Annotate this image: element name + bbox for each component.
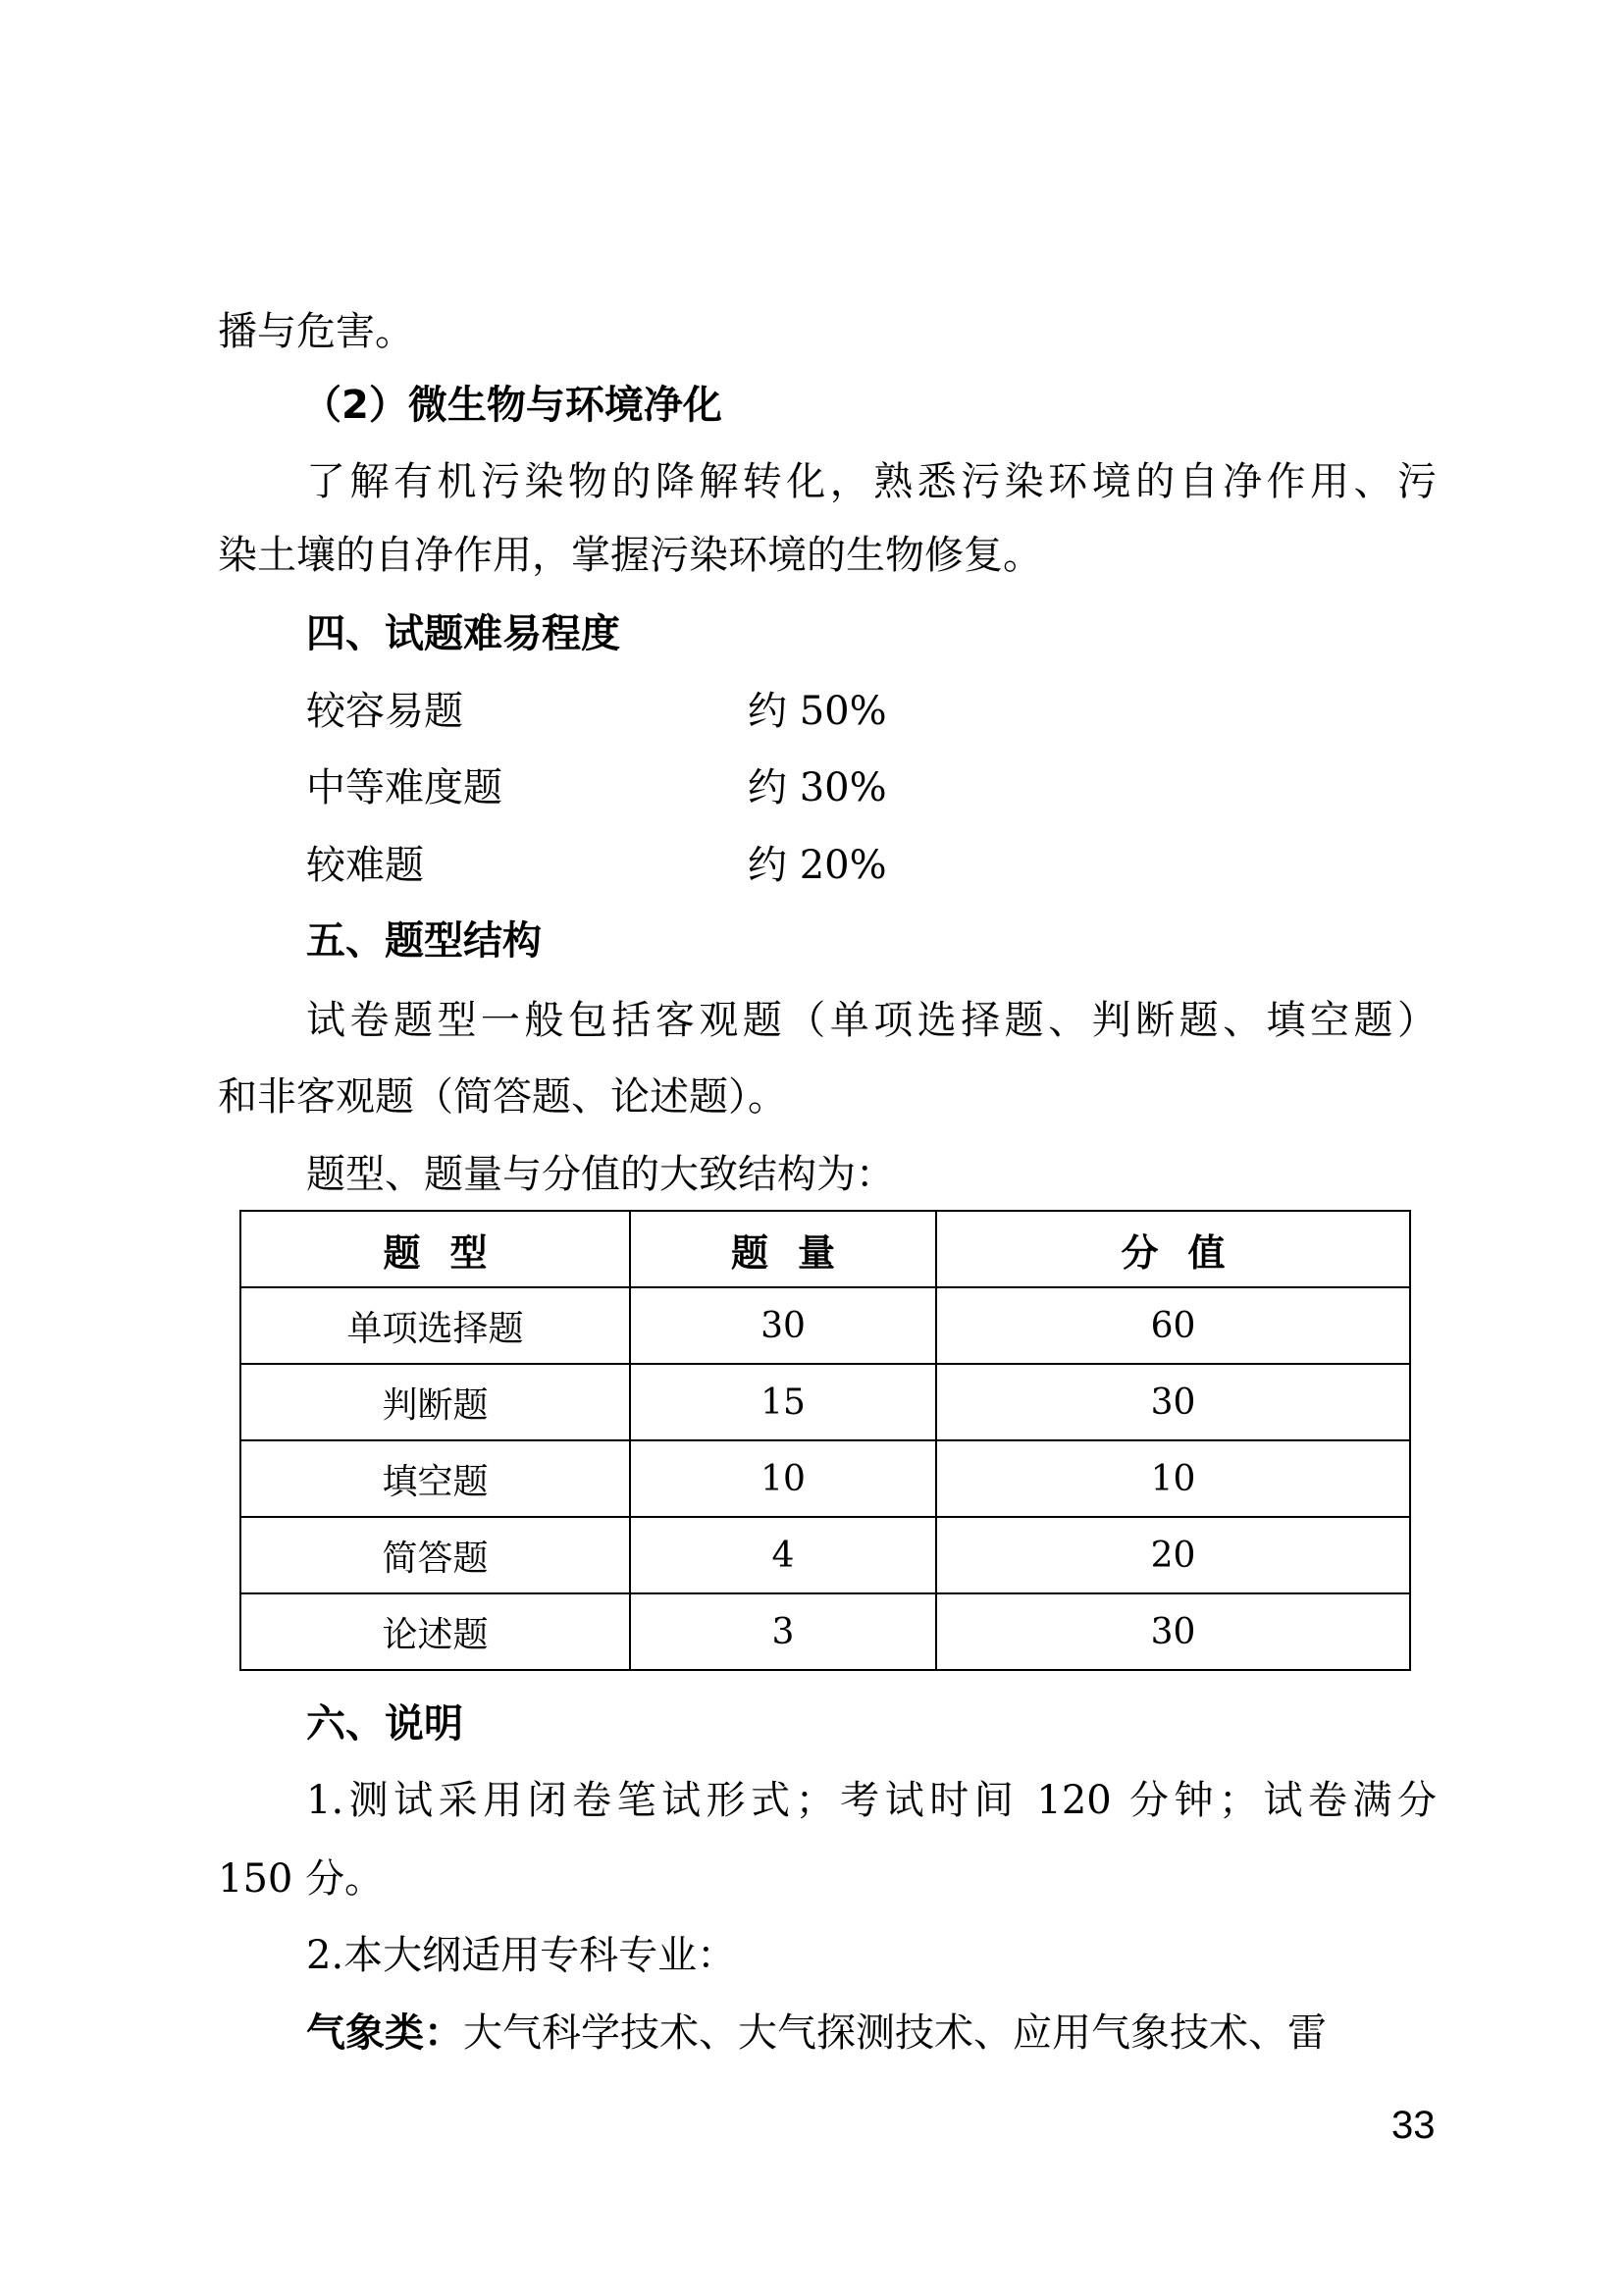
table-cell: 单项选择题: [240, 1287, 630, 1364]
table-row: [240, 1364, 1410, 1440]
table-cell: 论述题: [240, 1593, 630, 1670]
category-label: 气象类：: [306, 2010, 463, 2056]
table-header-cell: 分值: [936, 1211, 1410, 1287]
table-cell: 30: [936, 1593, 1410, 1670]
table-cell: 4: [630, 1517, 936, 1593]
difficulty-label: 中等难度题: [306, 765, 502, 810]
table-cell: 10: [936, 1440, 1410, 1517]
table-cell: 简答题: [240, 1517, 630, 1593]
page-number: 33: [1391, 2104, 1436, 2147]
paragraph-line: 2.本大纲适用专科专业：: [306, 1933, 737, 1978]
difficulty-value: 约 20%: [748, 843, 887, 888]
paragraph-line: [306, 2008, 1437, 2059]
section-heading: 五、题型结构: [306, 918, 542, 964]
table-cell: 60: [936, 1287, 1410, 1364]
section-heading: 六、说明: [306, 1701, 463, 1747]
paragraph-line: 题型、题量与分值的大致结构为：: [306, 1152, 895, 1197]
section-subheading: （2）微生物与环境净化: [302, 383, 722, 428]
section-heading: 四、试题难易程度: [306, 611, 620, 656]
table-cell: 30: [630, 1287, 936, 1364]
paragraph-line: 了解有机污染物的降解转化，熟悉污染环境的自净作用、污: [306, 459, 1437, 504]
table-cell: 10: [630, 1440, 936, 1517]
table-header-cell: 题量: [630, 1211, 936, 1287]
table-cell: 15: [630, 1364, 936, 1440]
question-structure-table: [239, 1210, 1411, 1671]
paragraph-line: 150 分。: [218, 1856, 385, 1902]
table-header-cell: 题型: [240, 1211, 630, 1287]
paragraph-line: 和非客观题（简答题、论述题）。: [218, 1074, 787, 1120]
paragraph-line: 染土壤的自净作用，掌握污染环境的生物修复。: [218, 533, 1042, 578]
difficulty-value: 约 30%: [748, 765, 887, 810]
table-row: [240, 1517, 1410, 1593]
table-cell: 20: [936, 1517, 1410, 1593]
paragraph-line: 1.测试采用闭卷笔试形式；考试时间 120 分钟；试卷满分: [306, 1778, 1437, 1823]
difficulty-label: 较容易题: [306, 689, 463, 734]
table-cell: 3: [630, 1593, 936, 1670]
table-row: [240, 1287, 1410, 1364]
difficulty-label: 较难题: [306, 843, 424, 888]
paragraph-line: 播与危害。: [218, 309, 414, 354]
category-text: 大气科学技术、大气探测技术、应用气象技术、雷: [463, 2010, 1327, 2056]
table-cell: 判断题: [240, 1364, 630, 1440]
table-row: [240, 1440, 1410, 1517]
table-header-row: [240, 1211, 1410, 1287]
table-row: [240, 1593, 1410, 1670]
table-cell: 填空题: [240, 1440, 630, 1517]
difficulty-value: 约 50%: [748, 689, 887, 734]
paragraph-line: 试卷题型一般包括客观题（单项选择题、判断题、填空题）: [306, 998, 1437, 1043]
table-cell: 30: [936, 1364, 1410, 1440]
